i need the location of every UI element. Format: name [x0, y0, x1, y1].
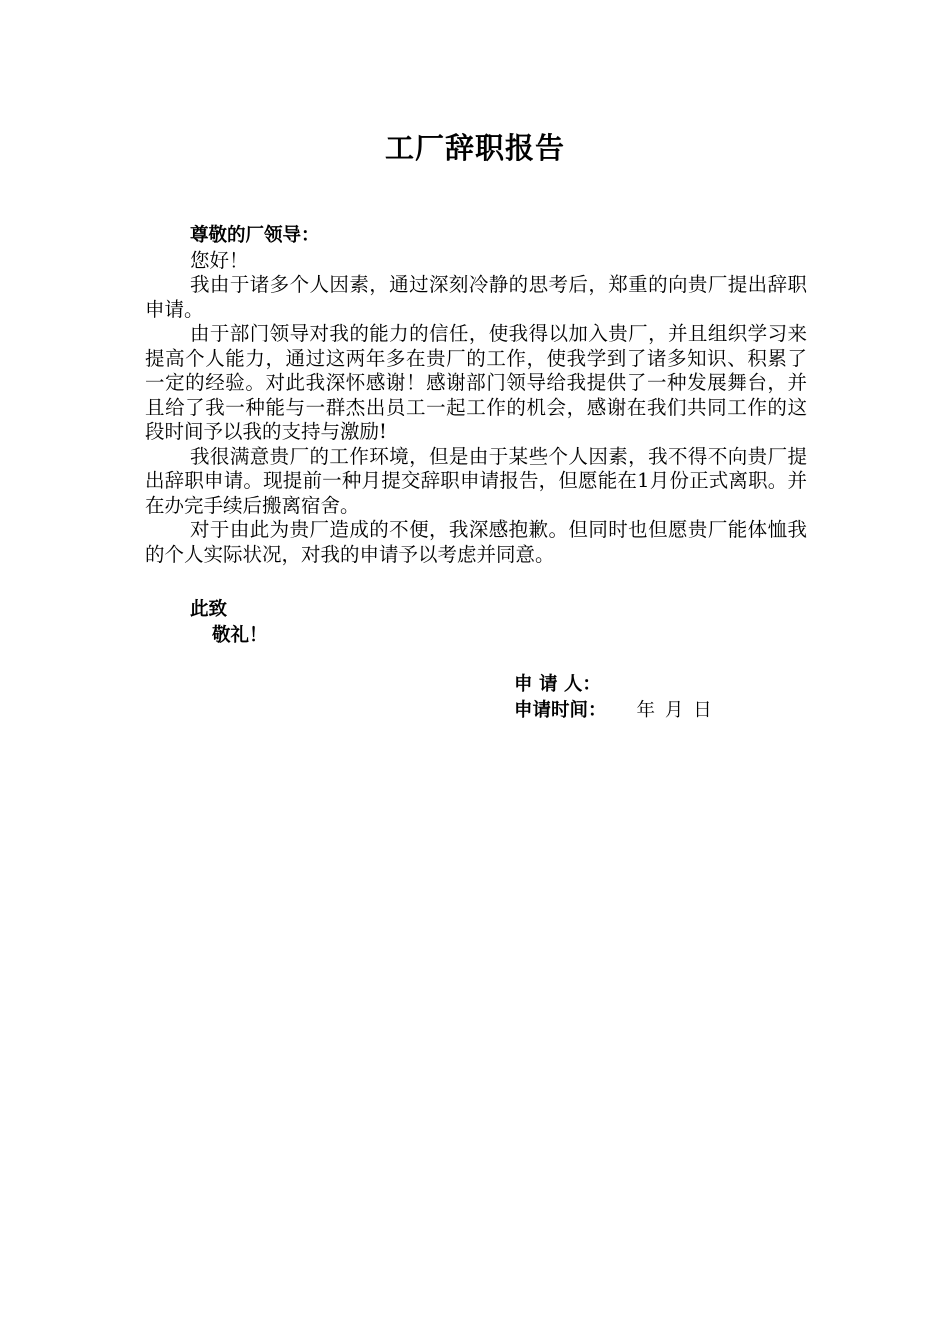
regards-text: 敬礼！: [212, 625, 268, 646]
paragraph-3: 我很满意贵厂的工作环境，但是由于某些个人因素，我不得不向贵厂提出辞职申请。现提前一种月提交辞职申请报告，但愿能在1月份正式离职。并在办完手续后搬离宿舍。: [145, 444, 807, 517]
date-label: 申请时间：: [514, 700, 607, 721]
closing-block: [190, 597, 268, 649]
closing-text: 此致: [190, 599, 228, 620]
paragraph-4: 对于由此为贵厂造成的不便，我深感抱歉。但同时也但愿贵厂能体恤我的个人实际状况，对我的申请予以考虑并同意。: [145, 518, 807, 566]
date-placeholder: 年 月 日: [636, 700, 712, 721]
greeting: 您好！: [190, 248, 249, 272]
paragraph-2: 由于部门领导对我的能力的信任，使我得以加入贵厂，并且组织学习来提高个人能力，通过这两年多在贵厂的工作，使我学到了诸多知识、积累了一定的经验。对此我深怀感谢！感谢部门领导给我提供了一种发展舞台，并且给了我一种能与一群杰出员工一起工作的机会，感谢在我们共同工作的这段时间予以我的支持与激励!: [145, 322, 807, 443]
document-title: 工厂辞职报告: [384, 131, 565, 165]
applicant-label: 申 请 人：: [514, 674, 601, 695]
salutation: 尊敬的厂领导：: [190, 225, 320, 246]
signature-block: [514, 672, 712, 724]
letter-body: [145, 224, 807, 567]
paragraph-1: 我由于诸多个人因素，通过深刻冷静的思考后，郑重的向贵厂提出辞职申请。: [145, 273, 807, 321]
